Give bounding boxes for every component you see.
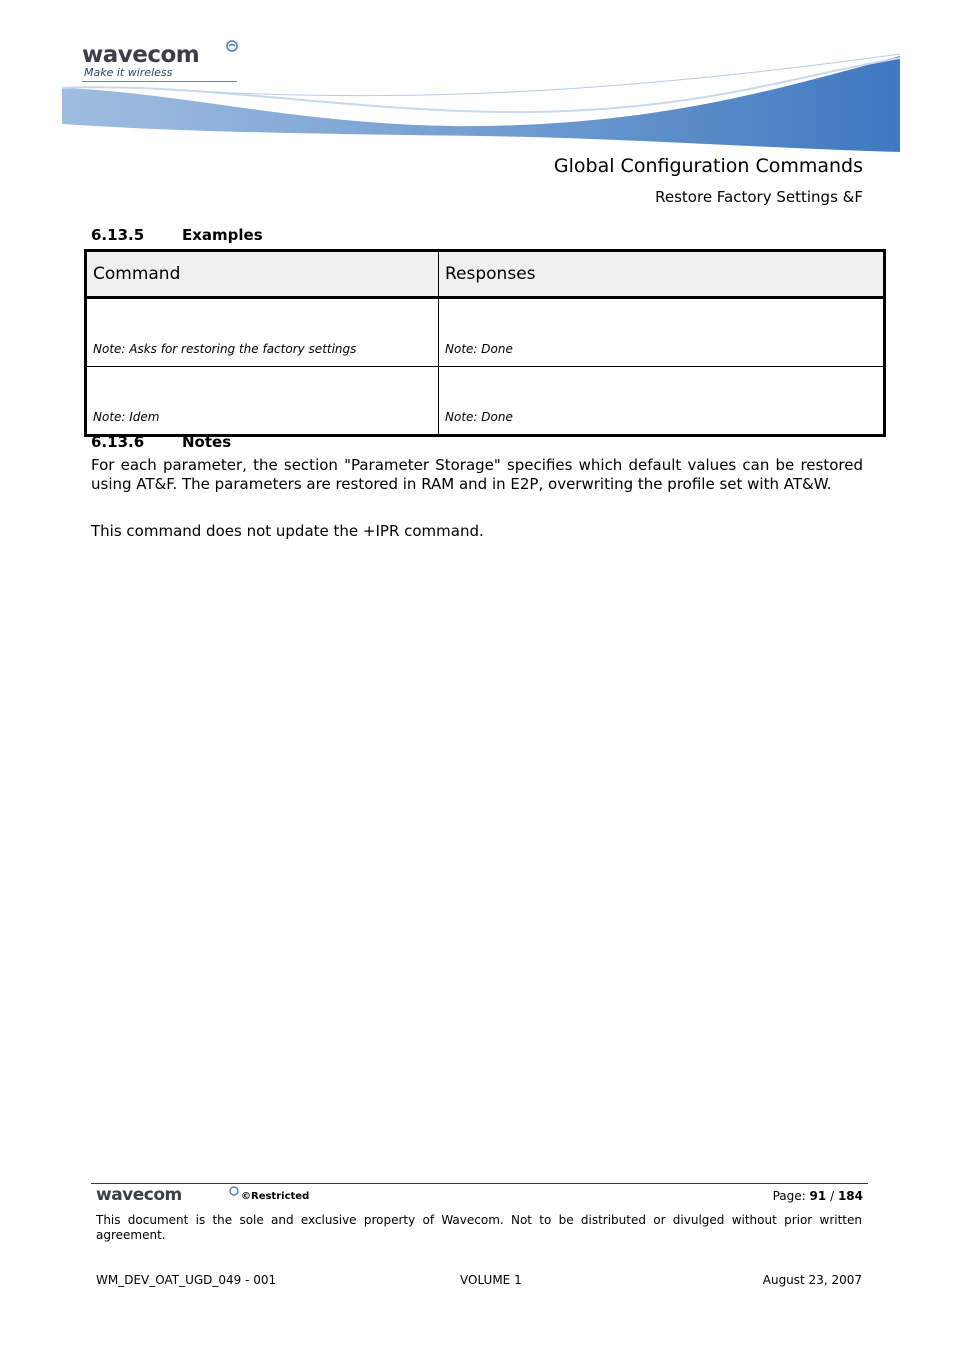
notes-paragraph: For each parameter, the section "Parameter Storage" specifies which default values can be restored using AT&F. The parameters are restored in RAM and in E2P, overwriting the profile set with AT&W. [91, 456, 863, 493]
page-label: Page: [772, 1189, 806, 1203]
column-header-command: Command [86, 251, 439, 298]
logo-swirl-icon [226, 40, 238, 52]
document-date: August 23, 2007 [762, 1273, 862, 1287]
command-note-cell: Note: Idem [86, 367, 439, 436]
table-header-row [86, 251, 885, 298]
footer-rule [91, 1183, 868, 1184]
restricted-label: ©Restricted [241, 1191, 310, 1202]
section-title: Examples [182, 226, 263, 244]
header-swoosh-banner [62, 52, 900, 156]
logo-tagline: Make it wireless [84, 66, 173, 79]
page-header-title: Global Configuration Commands [553, 155, 863, 177]
response-note-cell: Note: Done [439, 298, 885, 367]
section-heading-examples [91, 226, 263, 244]
page-number [773, 1189, 863, 1203]
section-heading-notes [91, 433, 231, 451]
response-note-cell: Note: Done [445, 410, 513, 424]
table-row [86, 298, 885, 367]
document-reference: WM_DEV_OAT_UGD_049 - 001 [96, 1273, 277, 1287]
section-title: Notes [182, 433, 232, 451]
column-header-responses: Responses [439, 251, 885, 298]
page-header-subtitle: Restore Factory Settings &F [655, 188, 863, 206]
footer-logo-wordmark: wavecom [96, 1185, 182, 1205]
section-number: 6.13.5 [91, 226, 145, 244]
footer-notice: This document is the sole and exclusive property of Wavecom. Not to be distributed or divulged without prior written agreement. [96, 1213, 862, 1242]
volume-label: VOLUME 1 [460, 1273, 522, 1287]
section-number: 6.13.6 [91, 433, 145, 451]
page-separator: / [830, 1189, 835, 1203]
notes-paragraph: This command does not update the +IPR command. [91, 522, 484, 540]
table-row [86, 367, 885, 436]
examples-table [84, 249, 886, 437]
command-note-cell: Note: Asks for restoring the factory settings [86, 298, 439, 367]
footer-logo-swirl-icon [229, 1186, 239, 1196]
page-total: 184 [837, 1189, 863, 1203]
logo-wordmark: wavecom [82, 42, 200, 68]
page-current: 91 [809, 1189, 827, 1203]
